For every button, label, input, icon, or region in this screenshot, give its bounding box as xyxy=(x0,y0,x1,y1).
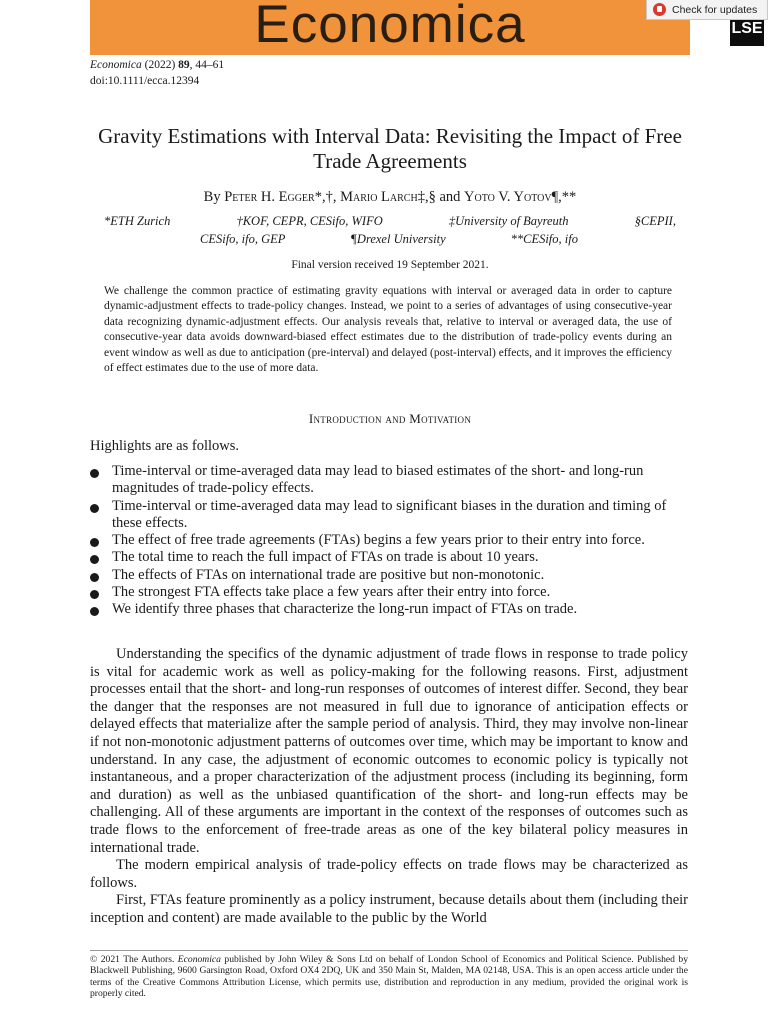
author-egger-marks: *,†, xyxy=(314,189,341,205)
body-paragraph: First, FTAs feature prominently as a policy instrument, because details about them (including their inception and content) are made available to the public by the World xyxy=(90,892,688,926)
abstract: We challenge the common practice of estimating gravity equations with interval or averaged data in order to capture dynamic-adjustment effects to trade-policy changes. Instead, we point to a series of advantages of using consecutive-year data recognizing dynamic-adjustment effects. Our analysis reveals that, relative to interval or averaged data, the use of consecutive-year data avoids downward-biased effect estimates due to the distribution of trade-policy events during an event window as well as due to anticipation (pre-interval) and delayed (post-interval) effects, and it improves the efficiency of effect estimates due to the use of more data. xyxy=(104,285,672,375)
affiliation: CESifo, ifo, GEP xyxy=(200,232,286,246)
footer-lead: © 2021 The Authors. xyxy=(90,954,178,965)
affiliations-row-2 xyxy=(200,232,578,247)
crossmark-icon xyxy=(653,3,666,16)
author-yotov: Yoto V. Yotov xyxy=(464,189,552,205)
highlight-item: The effects of FTAs on international trade are positive but non-monotonic. xyxy=(90,567,688,584)
citation-journal: Economica xyxy=(90,59,142,71)
affiliation: †KOF, CEPR, CESifo, WIFO xyxy=(236,214,383,228)
highlight-item: The strongest FTA effects take place a few years after their entry into force. xyxy=(90,584,688,601)
citation-pages: , 44–61 xyxy=(189,59,225,71)
highlight-item: The total time to reach the full impact of FTAs on trade is about 10 years. xyxy=(90,549,688,566)
body-paragraph: Understanding the specifics of the dynamic adjustment of trade flows in response to trade policy is vital for academic work as well as policy-making for the following reasons. First, adjustment processes entail that the short- and long-run responses of outcomes of interest differ. Second, they bear the danger that the responses are not measured in full due to ignorance of anticipation effects or delayed effects that materialize after the sample period of analysis. Third, they may involve non-linear if not non-monotonic adjustment patterns of outcomes over time, which may be important to know and understand. In any case, the adjustment of economic outcomes to economic policy is typically not instantaneous, and a proper characterization of the adjustment process (including its beginning, form and duration) as well as the unbiased quantification of the short- and long-run effects may be challenging. All of these arguments are important in the context of the responses of outcomes such as trade flows to the enforcement of free-trade areas as one of the key bilateral policy measures in international trade. xyxy=(90,646,688,856)
received-date: Final version received 19 September 2021. xyxy=(291,259,489,271)
citation-doi[interactable]: doi:10.1111/ecca.12394 xyxy=(90,75,200,87)
author-line xyxy=(90,189,690,206)
citation-block xyxy=(90,57,224,89)
affiliations-row-1 xyxy=(104,214,676,229)
body-text xyxy=(90,646,688,928)
highlight-item: Time-interval or time-averaged data may lead to significant biases in the duration and timing of these effects. xyxy=(90,498,688,533)
affiliation: ‡University of Bayreuth xyxy=(448,214,569,228)
footer-rest: published by John Wiley & Sons Ltd on behalf of London School of Economics and Political Science. Published by Blackwell Publishing, 9600 Garsington Road, Oxford OX4 2DQ, UK and 350 Main St, Malden, MA 02148, USA. This is an open access article under the terms of the Creative Commons Attribution License, which permits use, distribution and reproduction in any medium, provided the original work is properly cited. xyxy=(90,954,689,999)
affiliation: §CEPII, xyxy=(634,214,676,228)
footer-divider xyxy=(90,950,688,951)
highlight-item: Time-interval or time-averaged data may lead to biased estimates of the short- and long-run magnitudes of trade-policy effects. xyxy=(90,463,688,498)
body-paragraph: The modern empirical analysis of trade-policy effects on trade flows may be characterized as follows. xyxy=(90,857,688,891)
journal-banner-title: Economica xyxy=(254,0,526,54)
author-egger: Peter H. Egger xyxy=(224,189,315,205)
copyright-footer xyxy=(90,954,688,999)
check-for-updates-button[interactable] xyxy=(646,0,768,20)
citation-line xyxy=(90,57,224,73)
highlights-list xyxy=(90,463,688,619)
lse-logo: LSE xyxy=(730,12,764,46)
paper-title: Gravity Estimations with Interval Data: Revisiting the Impact of Free Trade Agreements xyxy=(98,124,682,173)
citation-volume: 89 xyxy=(178,59,190,71)
footer-journal: Economica xyxy=(177,954,221,965)
authors-prefix: By xyxy=(203,189,225,205)
affiliation: ¶Drexel University xyxy=(350,232,446,246)
check-for-updates-label: Check for updates xyxy=(672,3,758,16)
highlight-item: The effect of free trade agreements (FTAs) begins a few years prior to their entry into force. xyxy=(90,532,688,549)
highlight-item: We identify three phases that characterize the long-run impact of FTAs on trade. xyxy=(90,601,688,618)
affiliation: **CESifo, ifo xyxy=(510,232,578,246)
author-yotov-marks: ¶,** xyxy=(551,189,577,205)
author-larch: Mario Larch xyxy=(340,189,418,205)
section-heading: Introduction and Motivation xyxy=(308,411,472,426)
affiliation: *ETH Zurich xyxy=(104,214,171,228)
author-larch-marks: ‡,§ and xyxy=(417,189,465,205)
highlights-intro: Highlights are as follows. xyxy=(90,438,240,454)
citation-year: (2022) xyxy=(141,59,179,71)
